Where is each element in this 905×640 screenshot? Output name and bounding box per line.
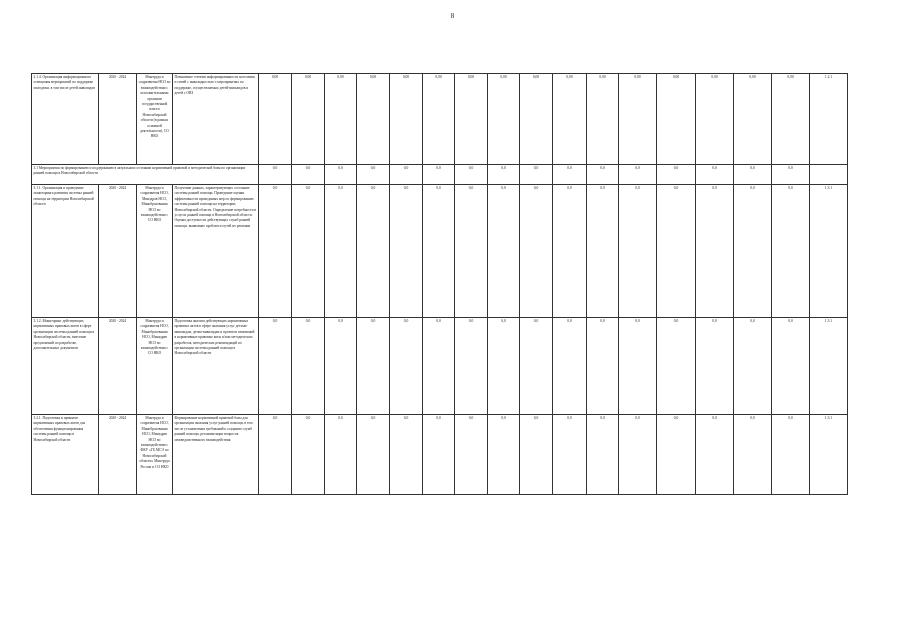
measure-result: Формирование нормативной правовой базы для организации оказания услуг ранней помощи, в том числе установления требований к созданию служб ранней помощи, регламентации вопросов межведомственного взаимодействия (173, 415, 259, 495)
value-cell: 0,0 (587, 415, 619, 495)
value-cell: 0,00 (455, 74, 488, 165)
target-code: 1.3.1 (810, 318, 848, 415)
value-cell: 0,0 (619, 165, 657, 185)
value-cell: 0,0 (423, 165, 455, 185)
table-row (32, 318, 848, 415)
value-cell: 0,0 (734, 185, 772, 318)
value-cell: 0,0 (325, 165, 357, 185)
target-code: 1.2.1 (810, 74, 848, 165)
value-cell: 0,0 (390, 185, 423, 318)
table-row (32, 74, 848, 165)
empty-cell (810, 165, 848, 185)
value-cell: 0,0 (587, 318, 619, 415)
value-cell: 0,0 (553, 415, 587, 495)
value-cell: 0,0 (455, 165, 488, 185)
value-cell: 0,0 (357, 318, 390, 415)
measure-executor: Минтруда и соцразвития НСО, Минздрав НСО, Минобразования НСО во взаимодействии с СО НКО (137, 185, 173, 318)
value-cell: 0,0 (734, 415, 772, 495)
measure-period: 2020 - 2024 (99, 415, 137, 495)
table-row (32, 185, 848, 318)
value-cell: 0,0 (734, 318, 772, 415)
value-cell: 0,0 (772, 185, 810, 318)
measure-executor: Минтруда и соцразвития НСО, Минобразования НСО, Минздрав НСО во взаимодействии с СО НКО (137, 318, 173, 415)
value-cell: 0,0 (259, 185, 292, 318)
value-cell: 0,00 (423, 74, 455, 165)
measure-period: 2020 - 2024 (99, 74, 137, 165)
value-cell: 0,00 (772, 74, 810, 165)
value-cell: 0,00 (390, 74, 423, 165)
value-cell: 0,0 (259, 415, 292, 495)
value-cell: 0,0 (488, 165, 520, 185)
measure-result: Получение данных, характеризующих состояние системы ранней помощи. Проведение оценки эффективности проводимых мер по формированию системы ранней помощи на территории Новосибирской области. Определение потребности в услугах ранней помощи в Новосибирской области. Оценка доступности действующих служб ранней помощи, выявление проблем и путей их решения (173, 185, 259, 318)
value-cell: 0,0 (772, 415, 810, 495)
value-cell: 0,0 (772, 165, 810, 185)
value-cell: 0,0 (423, 415, 455, 495)
value-cell: 0,0 (292, 165, 325, 185)
value-cell: 0,0 (657, 318, 696, 415)
value-cell: 0,0 (696, 318, 734, 415)
value-cell: 0,0 (696, 165, 734, 185)
measure-result: Повышение степени информированности населения и семей с инвалидностью о мероприятиях по поддержке, осуществляемых детей-инвалидов и детей с ОВЗ (173, 74, 259, 165)
value-cell: 0,0 (619, 318, 657, 415)
measure-name: 2.1.4. Организация информационного освещения мероприятий по поддержке молодежи, в том числе детей инвалидов (32, 74, 99, 165)
measure-result: Подготовка анализа действующих нормативных правовых актов в сфере оказания услуг детьми-инвалидам, детям-инвалидам и проектов изменений в нормативные правовые акты и/или методических разработок, методических рекомендаций по организации системы ранней помощи в Новосибирской области (173, 318, 259, 415)
value-cell: 0,0 (390, 318, 423, 415)
program-measures-table (31, 73, 848, 495)
value-cell: 0,00 (553, 74, 587, 165)
value-cell: 0,0 (259, 165, 292, 185)
value-cell: 0,0 (619, 185, 657, 318)
value-cell: 0,0 (357, 185, 390, 318)
value-cell: 0,0 (455, 185, 488, 318)
value-cell: 0,0 (587, 185, 619, 318)
value-cell: 0,0 (423, 318, 455, 415)
measure-executor: Минтруда и соцразвития НСО, Минобразования НСО, Минздрав НСО во взаимодействии с ФКУ «ГБ МСЭ по Новосибирской области» Минтруда России и СО НКО (137, 415, 173, 495)
value-cell: 0,0 (259, 318, 292, 415)
value-cell: 0,0 (325, 318, 357, 415)
value-cell: 0,0 (520, 165, 553, 185)
value-cell: 0,00 (696, 74, 734, 165)
measure-name: 3.1.2. Мониторинг действующих нормативных правовых актов в сфере организации системы ранней помощи в Новосибирской области, внесение предложений по разработке, дополнительных документов (32, 318, 99, 415)
value-cell: 0,0 (357, 165, 390, 185)
value-cell: 0,0 (292, 185, 325, 318)
target-code: 1.3.1 (810, 415, 848, 495)
measure-period: 2020 - 2024 (99, 318, 137, 415)
value-cell: 0,0 (292, 318, 325, 415)
value-cell: 0,0 (520, 185, 553, 318)
value-cell: 0,0 (553, 165, 587, 185)
value-cell: 0,0 (325, 185, 357, 318)
section-title: 3.1 Мероприятия по формированию и поддержанию в актуальном состоянии нормативной правовой и методической базы по организации ранней помощи в Новосибирской области (32, 165, 259, 185)
value-cell: 0,00 (292, 74, 325, 165)
value-cell: 0,0 (455, 318, 488, 415)
value-cell: 0,0 (390, 165, 423, 185)
value-cell: 0,00 (657, 74, 696, 165)
value-cell: 0,0 (423, 185, 455, 318)
value-cell: 0,0 (553, 318, 587, 415)
value-cell: 0,0 (587, 165, 619, 185)
measure-executor: Минтруда и соцразвития НСО во взаимодействии с исполнительными органами государственной власти Новосибирской области (в рамках основной деятельности), СО НКО (137, 74, 173, 165)
value-cell: 0,0 (292, 415, 325, 495)
value-cell: 0,0 (455, 415, 488, 495)
value-cell: 0,0 (520, 415, 553, 495)
value-cell: 0,0 (488, 415, 520, 495)
value-cell: 0,00 (734, 74, 772, 165)
value-cell: 0,00 (619, 74, 657, 165)
value-cell: 0,0 (520, 318, 553, 415)
value-cell: 0,00 (259, 74, 292, 165)
value-cell: 0,0 (772, 318, 810, 415)
section-row (32, 165, 848, 185)
value-cell: 0,0 (488, 185, 520, 318)
value-cell: 0,0 (390, 415, 423, 495)
value-cell: 0,00 (587, 74, 619, 165)
page-number: 8 (450, 12, 455, 20)
value-cell: 0,0 (696, 415, 734, 495)
target-code: 1.3.1 (810, 185, 848, 318)
measure-name: 3.1.1. Организация и проведение мониторинга развития системы ранней помощи на территории Новосибирской области (32, 185, 99, 318)
value-cell: 0,0 (657, 415, 696, 495)
value-cell: 0,0 (553, 185, 587, 318)
value-cell: 0,0 (696, 185, 734, 318)
value-cell: 0,00 (357, 74, 390, 165)
value-cell: 0,0 (325, 415, 357, 495)
measure-period: 2020 - 2024 (99, 185, 137, 318)
table-row (32, 415, 848, 495)
value-cell: 0,00 (325, 74, 357, 165)
value-cell: 0,0 (357, 415, 390, 495)
value-cell: 0,0 (734, 165, 772, 185)
value-cell: 0,00 (488, 74, 520, 165)
measure-name: 3.2.1. Подготовка и принятие нормативных правовых актов для обеспечения функционирования системы ранней помощи в Новосибирской области (32, 415, 99, 495)
value-cell: 0,0 (657, 185, 696, 318)
value-cell: 0,0 (657, 165, 696, 185)
value-cell: 0,0 (619, 415, 657, 495)
value-cell: 0,00 (520, 74, 553, 165)
value-cell: 0,0 (488, 318, 520, 415)
